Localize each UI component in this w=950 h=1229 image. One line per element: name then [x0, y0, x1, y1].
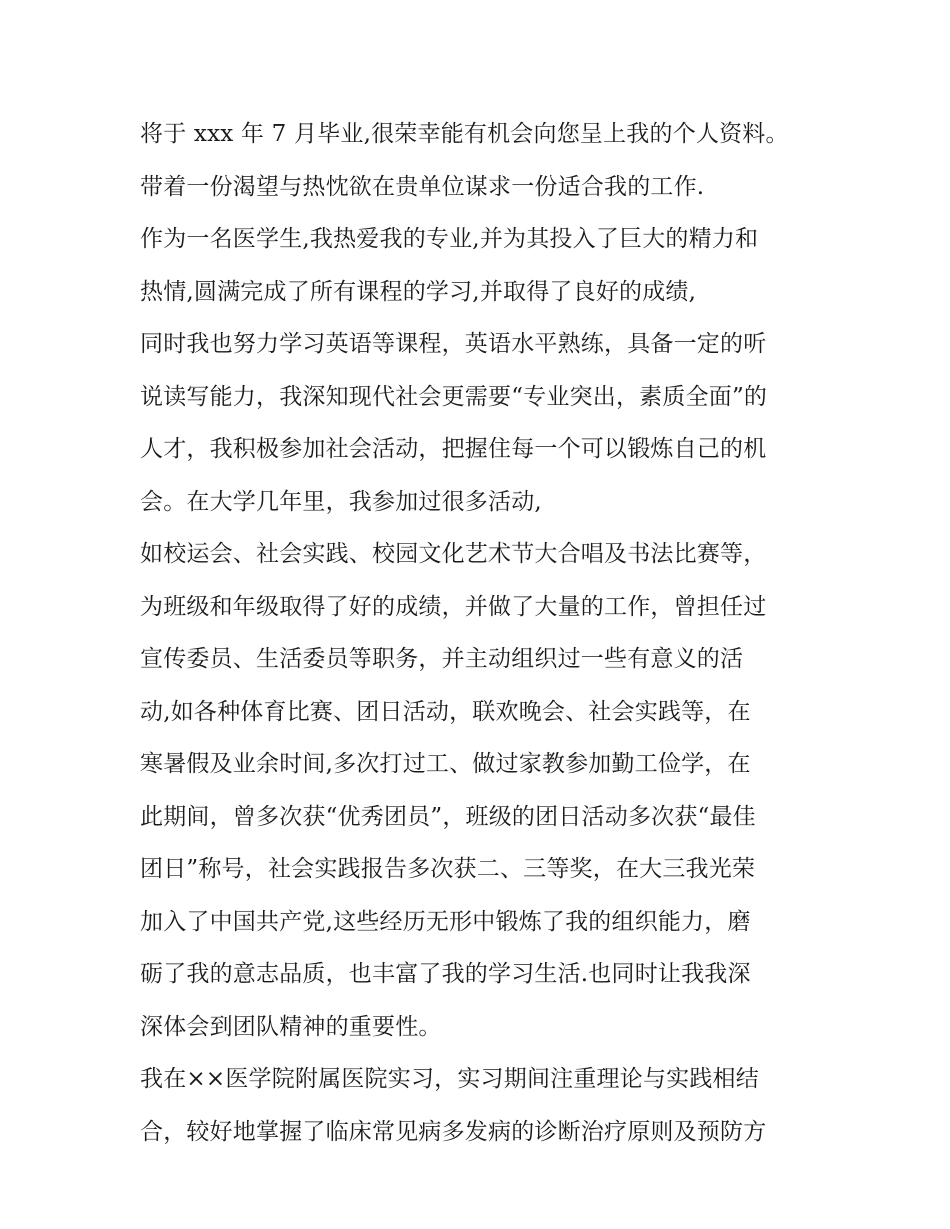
document-body	[140, 108, 820, 1158]
text-line: 会。在大学几年里，我参加过很多活动,	[140, 488, 542, 515]
text-line: 宣传委员、生活委员等职务，并主动组织过一些有意义的活	[140, 646, 744, 672]
text-line: 热情,圆满完成了所有课程的学习,并取得了良好的成绩,	[140, 278, 697, 305]
text-line: 带着一份渴望与热忱欲在贵单位谋求一份适合我的工作.	[140, 173, 705, 200]
text-line: 同时我也努力学习英语等课程，英语水平熟练，具备一定的听	[140, 331, 767, 357]
text-line: 砺了我的意志品质，也丰富了我的学习生活.也同时让我我深	[140, 961, 751, 987]
text-line: 团日”称号，社会实践报告多次获二、三等奖，在大三我光荣	[140, 856, 756, 882]
text-line: 寒暑假及业余时间,多次打过工、做过家教参加勤工俭学，在	[140, 751, 751, 777]
text-line: 合，较好地掌握了临床常见病多发病的诊断治疗原则及预防方	[140, 1118, 767, 1145]
text-line: 我在××医学院附属医院实习，实习期间注重理论与实践相结	[140, 1066, 759, 1092]
text-line: 将于 xxx 年 7 月毕业,很荣幸能有机会向您呈上我的个人资料。	[140, 121, 789, 147]
text-line: 深体会到团队精神的重要性。	[140, 1013, 442, 1040]
text-line: 说读写能力，我深知现代社会更需要“专业突出，素质全面”的	[140, 383, 768, 410]
text-line: 加入了中国共产党,这些经历无形中锻炼了我的组织能力，磨	[140, 908, 751, 935]
text-line: 人才，我积极参加社会活动，把握住每一个可以锻炼自己的机	[140, 436, 767, 462]
text-line: 为班级和年级取得了好的成绩，并做了大量的工作，曾担任过	[140, 593, 767, 620]
text-line: 如校运会、社会实践、校园文化艺术节大合唱及书法比赛等，	[140, 541, 767, 567]
text-line: 动,如各种体育比赛、团日活动，联欢晚会、社会实践等，在	[140, 698, 751, 725]
text-line: 此期间，曾多次获“优秀团员”，班级的团日活动多次获“最佳	[140, 803, 756, 830]
text-line: 作为一名医学生,我热爱我的专业,并为其投入了巨大的精力和	[140, 226, 759, 252]
